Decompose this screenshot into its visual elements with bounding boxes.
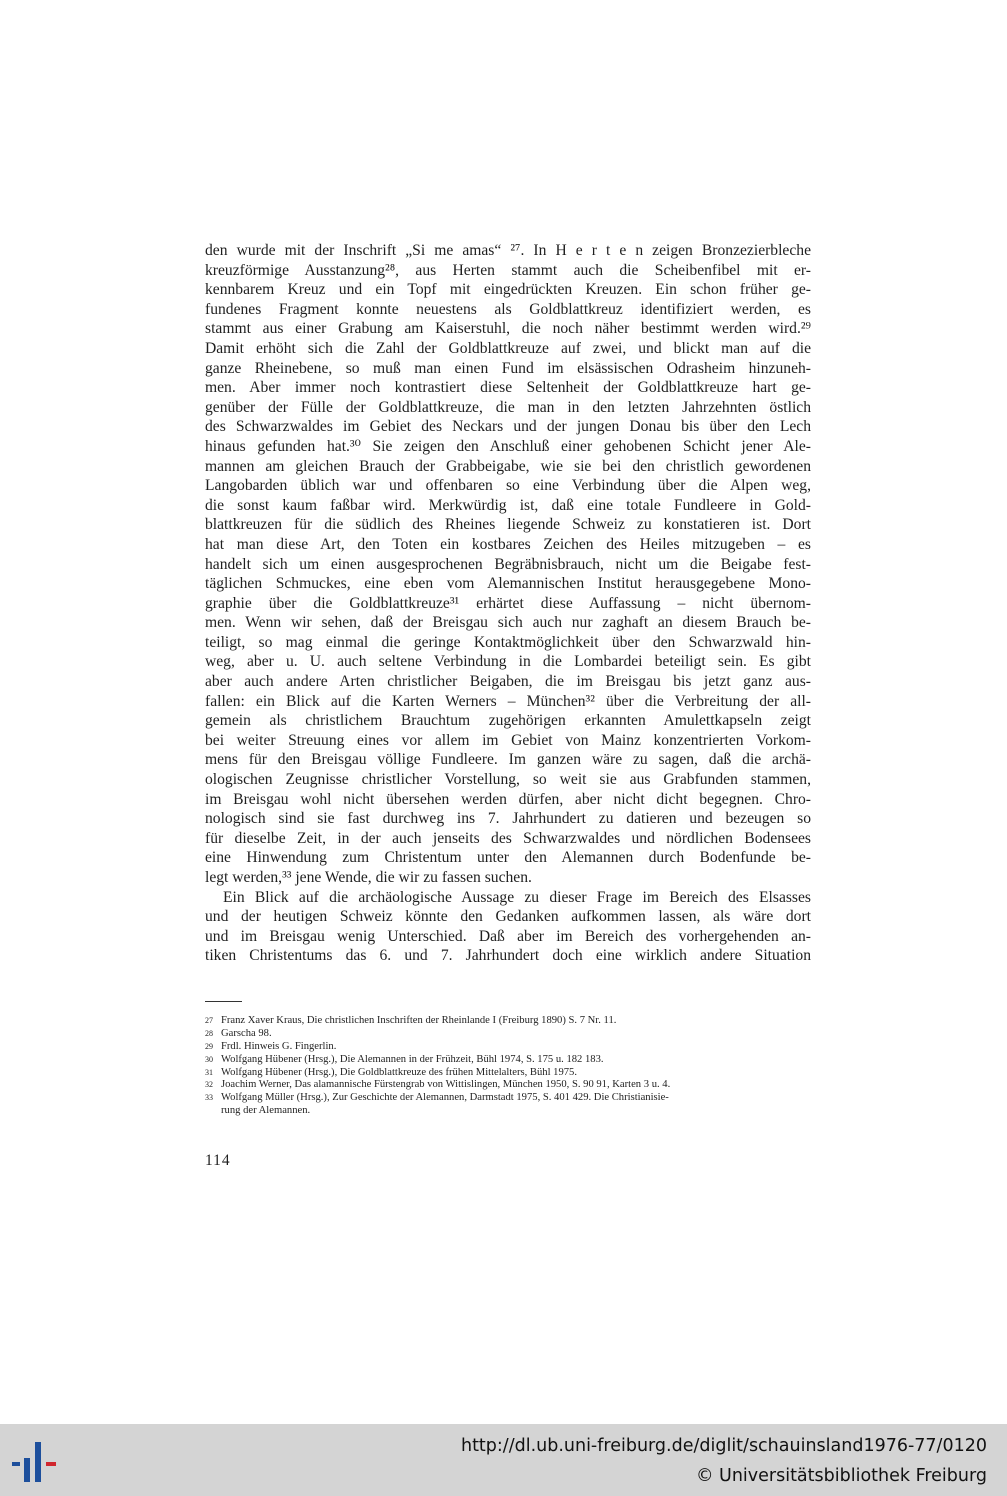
- footnote: [205, 1079, 811, 1092]
- text-line: hinaus gefunden hat.³⁰ Sie zeigen den Anschluß einer gehobenen Schicht jener Ale-: [205, 437, 811, 455]
- footnote-number: 33: [205, 1093, 213, 1103]
- text-line: weg, aber u. U. auch seltene Verbindung in die Lombardei beteiligt sein. Es gibt: [205, 653, 811, 671]
- text-line: stammt aus einer Grabung am Kaiserstuhl, die noch näher bestimmt werden wird.²⁹: [205, 320, 811, 338]
- footnote-number: 29: [205, 1041, 213, 1051]
- text-line: handelt sich um einen ausgesprochenen Begräbnisbrauch, nicht um die Beigabe fest-: [205, 555, 811, 573]
- footnote-text: Franz Xaver Kraus, Die christlichen Inschriften der Rheinlande I (Freiburg 1890) S. 7 Nr. 11.: [221, 1015, 617, 1026]
- text-line: fundenes Fragment konnte neuestens als Goldblattkreuz identifiziert werden, es: [205, 300, 811, 318]
- text-line: hat man diese Art, den Toten ein kostbares Zeichen des Heiles mitzugeben – es: [205, 535, 811, 553]
- footnote-text: Wolfgang Hübener (Hrsg.), Die Goldblattkreuze des frühen Mittelalters, Bühl 1975.: [221, 1066, 578, 1078]
- text-line: men. Wenn wir sehen, daß der Breisgau sich auch nur zaghaft an diesem Brauch be-: [205, 614, 811, 632]
- text-line: und der heutigen Schweiz könnte den Gedanken aufkommen lassen, als wäre dort: [205, 908, 811, 926]
- text-line: legt werden,³³ jene Wende, die wir zu fassen suchen.: [205, 869, 532, 886]
- footnote: [205, 1028, 811, 1041]
- text-line: den wurde mit der Inschrift „Si me amas“ ²⁷. In H e r t e n zeigen Bronzezierbleche: [205, 242, 811, 259]
- text-line: ganze Rheinebene, so muß man einen Fund im elsässischen Odrasheim hinzuneh-: [205, 359, 811, 377]
- text-line: kreuzförmige Ausstanzung²⁸, aus Herten stammt auch die Scheibenfibel mit er-: [205, 261, 811, 279]
- footer-bar: [0, 1424, 1007, 1496]
- library-logo-icon: [10, 1434, 62, 1486]
- text-line: nologisch sind sie fast durchweg ins 7. Jahrhundert zu datieren und bezeugen so: [205, 810, 811, 828]
- text-line: kennbarem Kreuz und ein Topf mit eingedrückten Kreuzen. Ein schon früher ge-: [205, 281, 811, 299]
- text-line: teiligt, so mag einmal die geringe Kontaktmöglichkeit über den Schwarzwald hin-: [205, 633, 811, 651]
- text-line: bei weiter Streuung eines vor allem im Gebiet von Mainz konzentrierten Vorkom-: [205, 731, 811, 749]
- permalink-url[interactable]: http://dl.ub.uni-freiburg.de/diglit/schauinsland1976-77/0120: [460, 1436, 987, 1456]
- footnote-number: 30: [205, 1054, 213, 1064]
- text-line: men. Aber immer noch kontrastiert diese Seltenheit der Goldblattkreuze hart ge-: [205, 379, 811, 397]
- copyright-notice: © Universitätsbibliothek Freiburg: [695, 1466, 987, 1486]
- text-line: aber auch andere Arten christlicher Beigaben, die im Breisgau bis jetzt ganz aus-: [205, 673, 811, 691]
- text-line: mannen am gleichen Brauch der Grabbeigabe, wie sie bei den christlich gewordenen: [205, 457, 811, 475]
- text-line: ologischen Zeugnisse christlicher Vorstellung, so weit sie aus Grabfunden stammen,: [205, 771, 811, 789]
- page-number: 114: [205, 1152, 231, 1169]
- text-line: gemein als christlichem Brauchtum zugehörigen erkannten Amulettkapseln zeigt: [205, 712, 811, 730]
- footnote-number: 31: [205, 1067, 213, 1077]
- footnote-text: Wolfgang Müller (Hrsg.), Zur Geschichte der Alemannen, Darmstadt 1975, S. 401 429. Die Christianisie-: [221, 1092, 669, 1104]
- text-line: und im Breisgau wenig Unterschied. Daß aber im Bereich des vorhergehenden an-: [205, 927, 811, 945]
- footnote: [205, 1092, 811, 1105]
- footnote-text: Garscha 98.: [221, 1027, 272, 1039]
- text-line: die sonst kaum faßbar wird. Merkwürdig ist, daß eine totale Fundleere in Gold-: [205, 496, 811, 514]
- text-line: mens für den Breisgau völlige Fundleere. Im ganzen wäre zu sagen, daß die archä-: [205, 751, 811, 769]
- text-line: für dieselbe Zeit, in der auch jenseits des Schwarzwaldes und nördlichen Bodensees: [205, 829, 811, 847]
- text-line: graphie über die Goldblattkreuze³¹ erhärtet diese Auffassung – nicht übernom-: [205, 594, 811, 612]
- footnote: [205, 1041, 811, 1054]
- text-line: täglichen Schmuckes, eine eben vom Alemannischen Institut herausgegebene Mono-: [205, 575, 811, 593]
- footnote-text: Wolfgang Hübener (Hrsg.), Die Alemannen in der Frühzeit, Bühl 1974, S. 175 u. 182 183.: [221, 1053, 604, 1065]
- text-line: Ein Blick auf die archäologische Aussage zu dieser Frage im Bereich des Elsasses: [223, 888, 811, 906]
- footnote: [205, 1015, 811, 1028]
- footnote-continuation: rung der Alemannen.: [221, 1105, 311, 1117]
- footnote-number: 28: [205, 1028, 213, 1038]
- body-text: [205, 241, 811, 966]
- text-line: eine Hinwendung zum Christentum unter den Alemannen durch Bodenfunde be-: [205, 849, 811, 867]
- text-line: des Schwarzwaldes im Gebiet des Neckars und der jungen Donau bis über den Lech: [205, 418, 811, 436]
- text-line: fallen: ein Blick auf die Karten Werners – München³² über die Verbreitung der all-: [205, 692, 811, 710]
- text-line: tiken Christentums das 6. und 7. Jahrhundert doch eine wirklich andere Situation: [205, 947, 811, 965]
- text-line: blattkreuzen für die südlich des Rheines liegende Schweiz zu konstatieren ist. Dort: [205, 516, 811, 534]
- footnote-number: 27: [205, 1016, 213, 1025]
- footnote: [205, 1054, 811, 1067]
- footnote-separator: [205, 1001, 242, 1002]
- footnote-number: 32: [205, 1080, 213, 1090]
- footnote: [205, 1067, 811, 1080]
- text-line: Langobarden üblich war und offenbaren so eine Verbindung über die Alpen weg,: [205, 477, 811, 495]
- text-line: genüber der Fülle der Goldblattkreuze, die man in den letzten Jahrzehnten östlich: [205, 398, 811, 416]
- text-line: Damit erhöht sich die Zahl der Goldblattkreuze auf zwei, und blickt man auf die: [205, 339, 811, 357]
- footnote-text: Joachim Werner, Das alamannische Fürstengrab von Wittislingen, München 1950, S. 90 91, Karten 3 u. 4.: [221, 1079, 671, 1091]
- footnote-text: Frdl. Hinweis G. Fingerlin.: [221, 1040, 337, 1052]
- text-line: im Breisgau wohl nicht übersehen werden dürfen, aber nicht dicht begegnen. Chro-: [205, 790, 811, 808]
- footnotes: [205, 1015, 811, 1118]
